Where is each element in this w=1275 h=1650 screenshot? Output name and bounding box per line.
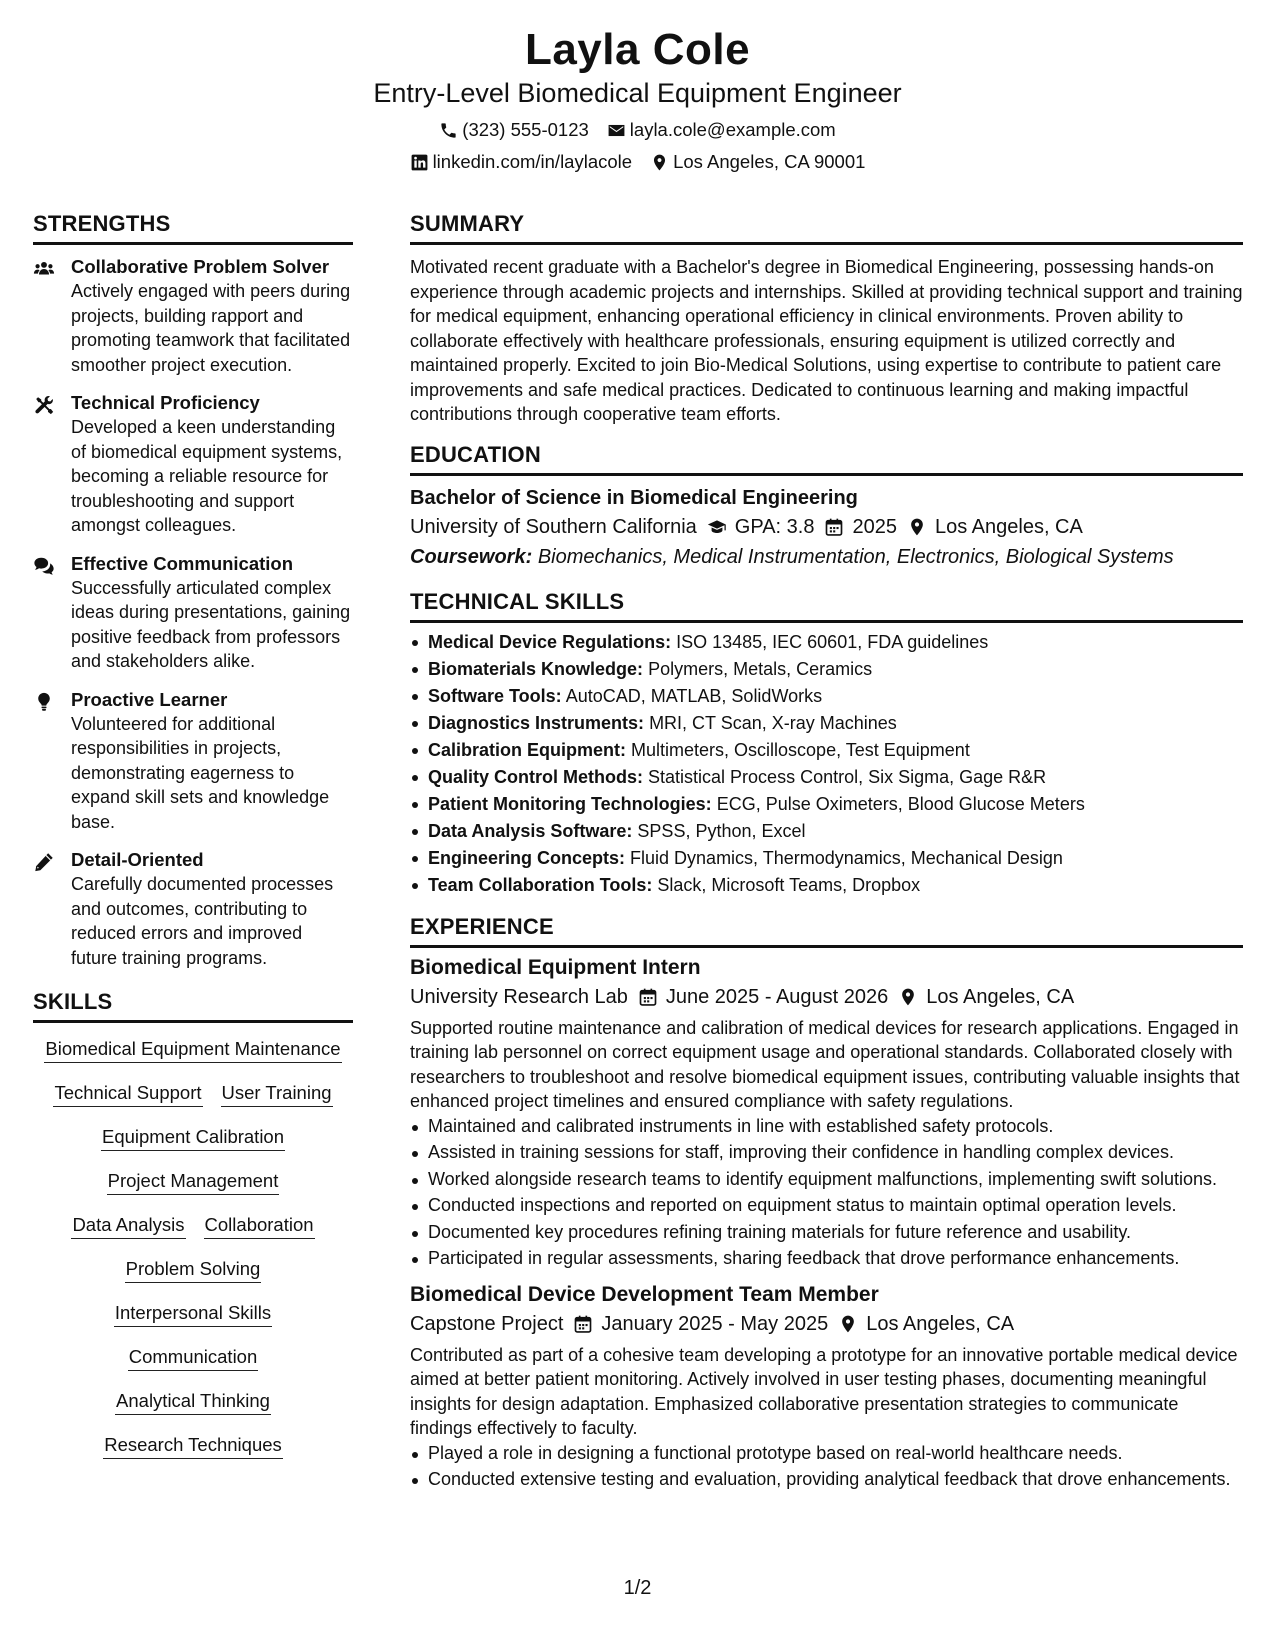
skill-tag: Research Techniques: [103, 1433, 283, 1459]
phone-icon: [439, 121, 458, 140]
strengths-heading: STRENGTHS: [33, 210, 353, 245]
candidate-name: Layla Cole: [524, 25, 751, 74]
list-item: Data Analysis Software: SPSS, Python, Excel: [410, 818, 1243, 845]
list-item: Assisted in training sessions for staff, improving their confidence in handling complex devices.: [410, 1140, 1243, 1165]
job-meta: [410, 982, 1243, 1012]
job-dates: January 2025 - May 2025: [601, 1312, 829, 1335]
job-bullets: [410, 1441, 1243, 1492]
experience-heading: EXPERIENCE: [410, 913, 1243, 948]
list-item: Team Collaboration Tools: Slack, Microsoft Teams, Dropbox: [410, 872, 1243, 899]
map-marker-icon: [907, 517, 927, 537]
job-entry: [410, 1281, 1243, 1492]
skill-tag: Equipment Calibration: [101, 1125, 285, 1151]
contact-location: [650, 150, 865, 174]
job-title: Biomedical Equipment Intern: [410, 955, 701, 979]
comments-icon: [33, 555, 55, 577]
strength-desc: Volunteered for additional responsibilities in projects, demonstrating eagerness to expand skill sets and knowledge base.: [71, 713, 330, 832]
map-marker-icon: [650, 153, 669, 172]
job-location: Los Angeles, CA: [926, 985, 1075, 1008]
strength-desc: Carefully documented processes and outcomes, contributing to reduced errors and improved future training programs.: [71, 874, 334, 968]
linkedin-icon: [410, 153, 429, 172]
strength-title: Effective Communication: [71, 552, 294, 574]
education-year: 2025: [852, 515, 897, 538]
graduation-cap-icon: [707, 517, 727, 537]
list-item: Software Tools: AutoCAD, MATLAB, SolidWorks: [410, 683, 1243, 710]
skill-tag: Technical Support: [53, 1081, 202, 1107]
strength-item: [33, 391, 353, 538]
tools-icon: [33, 394, 55, 416]
list-item: Participated in regular assessments, sharing feedback that drove performance enhancements.: [410, 1246, 1243, 1271]
education-degree: Bachelor of Science in Biomedical Engineering: [410, 486, 858, 509]
candidate-title: Entry-Level Biomedical Equipment Engineer: [373, 78, 902, 108]
contact-row-1: [0, 118, 1275, 142]
list-item: Maintained and calibrated instruments in line with established safety protocols.: [410, 1114, 1243, 1139]
page-number: 1/2: [623, 1577, 652, 1599]
strength-desc: Developed a keen understanding of biomedical equipment systems, becoming a reliable resource for troubleshooting and support amongst colleagues.: [71, 417, 343, 535]
map-marker-icon: [838, 1314, 858, 1334]
list-item: Quality Control Methods: Statistical Process Control, Six Sigma, Gage R&R: [410, 764, 1243, 791]
calendar-icon: [824, 517, 844, 537]
strength-item: [33, 688, 353, 835]
skill-tag: Project Management: [107, 1169, 280, 1195]
list-item: Patient Monitoring Technologies: ECG, Pulse Oximeters, Blood Glucose Meters: [410, 791, 1243, 818]
education-gpa: GPA: 3.8: [734, 515, 815, 538]
pencil-icon: [33, 851, 55, 873]
skill-tag: User Training: [221, 1081, 333, 1107]
summary-heading: SUMMARY: [410, 210, 1243, 245]
list-item: Conducted extensive testing and evaluation, providing analytical feedback that drove enhancements.: [410, 1467, 1243, 1492]
technical-skills-heading: TECHNICAL SKILLS: [410, 588, 1243, 623]
location-text: Los Angeles, CA 90001: [673, 151, 866, 172]
envelope-icon: [607, 121, 626, 140]
job-bullets: [410, 1114, 1243, 1271]
calendar-icon: [573, 1314, 593, 1334]
job-title: Biomedical Device Development Team Member: [410, 1282, 879, 1306]
left-column: [33, 210, 353, 1477]
strength-title: Detail-Oriented: [71, 849, 204, 870]
job-entry: [410, 954, 1243, 1271]
resume-header: [0, 24, 1275, 174]
education-heading: EDUCATION: [410, 441, 1243, 476]
map-marker-icon: [898, 987, 918, 1007]
strength-desc: Actively engaged with peers during projects, building rapport and promoting teamwork that facilitated smoother project execution.: [71, 281, 351, 375]
right-column: [410, 210, 1243, 1494]
strength-item: [33, 848, 353, 970]
strength-title: Proactive Learner: [71, 688, 228, 710]
contact-linkedin[interactable]: [410, 150, 633, 174]
job-location: Los Angeles, CA: [866, 1312, 1015, 1335]
job-description: Contributed as part of a cohesive team developing a prototype for an innovative portable medical device aimed at better patient monitoring. Actively involved in user testing phases, documenting meaningful insights for design adaptation. Emphasized collaborative presentation strategies to communicate findings effectively to faculty.: [410, 1344, 1238, 1438]
list-item: Medical Device Regulations: ISO 13485, IEC 60601, FDA guidelines: [410, 629, 1243, 656]
strength-title: Collaborative Problem Solver: [71, 256, 330, 277]
skill-tag: Data Analysis: [71, 1213, 185, 1239]
list-item: Worked alongside research teams to identify equipment malfunctions, implementing swift solutions.: [410, 1167, 1243, 1192]
email-text: layla.cole@example.com: [629, 119, 836, 140]
strength-desc: Successfully articulated complex ideas during presentations, gaining positive feedback from professors and stakeholders alike.: [71, 577, 351, 671]
coursework-label: Coursework:: [410, 545, 533, 568]
list-item: Conducted inspections and reported on equipment status to maintain optimal operation levels.: [410, 1193, 1243, 1218]
users-icon: [33, 258, 55, 280]
skill-tag: Biomedical Equipment Maintenance: [44, 1037, 341, 1063]
skills-heading: SKILLS: [33, 988, 353, 1023]
strength-title: Technical Proficiency: [71, 392, 260, 413]
list-item: Biomaterials Knowledge: Polymers, Metals, Ceramics: [410, 656, 1243, 683]
strength-item: [33, 552, 353, 674]
phone-text: (323) 555-0123: [462, 119, 589, 140]
lightbulb-icon: [33, 691, 55, 713]
education-school: University of Southern California: [410, 515, 697, 538]
skill-tag: Interpersonal Skills: [114, 1301, 272, 1327]
job-description: Supported routine maintenance and calibration of medical devices for research applications. Engaged in training lab personnel on correct equipment usage and operational standards. Collaborated closely with researchers to troubleshoot and resolve biomedical equipment issues, contributing valuable insights that enhanced project timelines and ensured compliance with safety regulations.: [410, 1017, 1240, 1111]
education-meta: [410, 512, 1243, 542]
skill-tag: Problem Solving: [125, 1257, 262, 1283]
skill-tag: Collaboration: [204, 1213, 315, 1239]
list-item: Documented key procedures refining training materials for future reference and usability.: [410, 1220, 1243, 1245]
list-item: Played a role in designing a functional prototype based on real-world healthcare needs.: [410, 1441, 1243, 1466]
contact-row-2: [0, 150, 1275, 174]
calendar-icon: [638, 987, 658, 1007]
job-dates: June 2025 - August 2026: [665, 985, 889, 1008]
skill-tag: Communication: [128, 1345, 259, 1371]
job-meta: [410, 1309, 1243, 1339]
list-item: Diagnostics Instruments: MRI, CT Scan, X-ray Machines: [410, 710, 1243, 737]
strength-item: [33, 255, 353, 377]
linkedin-text: linkedin.com/in/laylacole: [432, 151, 633, 172]
contact-phone: [439, 118, 589, 142]
job-org: Capstone Project: [410, 1312, 564, 1335]
job-org: University Research Lab: [410, 985, 628, 1008]
coursework-list: Biomechanics, Medical Instrumentation, Electronics, Biological Systems: [537, 545, 1174, 568]
summary-text: Motivated recent graduate with a Bachelor's degree in Biomedical Engineering, possessing hands-on experience through academic projects and internships. Skilled at providing technical support and training for medical equipment, enhancing operational efficiency in clinical environments. Proven ability to collaborate effectively with healthcare professionals, ensuring equipment is utilized correctly and maintained properly. Excited to join Bio-Medical Solutions, using expertise to contribute to patient care improvements and safe medical practices. Dedicated to continuous learning and making impactful contributions through cooperative team efforts.: [410, 257, 1243, 424]
education-coursework: [410, 542, 1243, 572]
list-item: Calibration Equipment: Multimeters, Oscilloscope, Test Equipment: [410, 737, 1243, 764]
contact-email[interactable]: [607, 118, 836, 142]
list-item: Engineering Concepts: Fluid Dynamics, Thermodynamics, Mechanical Design: [410, 845, 1243, 872]
skills-list: [33, 1037, 353, 1459]
technical-skills-list: [410, 629, 1243, 899]
education-location: Los Angeles, CA: [934, 515, 1083, 538]
skill-tag: Analytical Thinking: [115, 1389, 271, 1415]
